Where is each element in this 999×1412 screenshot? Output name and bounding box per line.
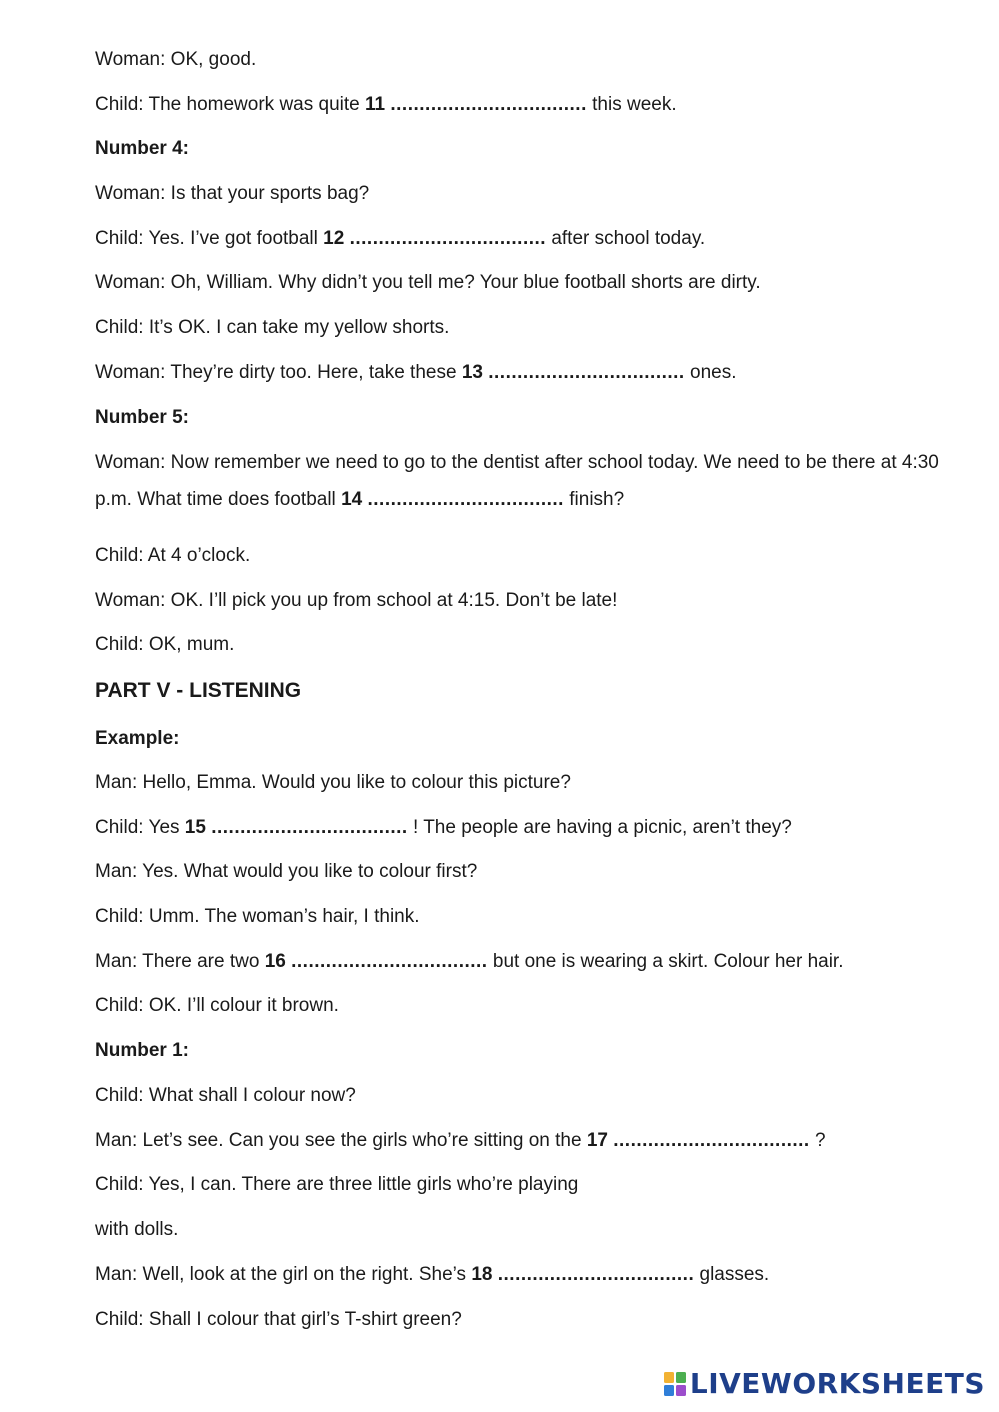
dialogue-line: Child: OK. I’ll colour it brown. xyxy=(95,995,339,1016)
question-number: 15 xyxy=(184,817,206,838)
line-text: ones. xyxy=(684,362,737,383)
line-text: Child: Yes xyxy=(95,817,185,838)
liveworksheets-logo-icon xyxy=(664,1372,686,1396)
line-text: Woman: Now remember we need to go to the dentist after school today. We need to be there at 4:30 p.m. What time does football xyxy=(95,452,939,510)
line-text: after school today. xyxy=(546,228,706,249)
section-label: Example: xyxy=(95,728,180,749)
answer-blank[interactable]: .................................. xyxy=(613,1130,810,1151)
answer-blank[interactable]: .................................. xyxy=(390,94,587,115)
section-label: Number 4: xyxy=(95,138,189,159)
dialogue-line: Woman: Is that your sports bag? xyxy=(95,183,370,204)
dialogue-line xyxy=(95,94,939,116)
dialogue-line xyxy=(95,817,939,839)
line-text: ! The people are having a picnic, aren’t they? xyxy=(407,817,792,838)
section-label: Number 1: xyxy=(95,1040,189,1061)
question-number: 11 xyxy=(365,94,386,115)
question-number: 18 xyxy=(471,1264,493,1285)
dialogue-line: with dolls. xyxy=(95,1219,179,1240)
line-text: ? xyxy=(809,1130,826,1151)
line-text: but one is wearing a skirt. Colour her hair. xyxy=(487,951,844,972)
line-text: glasses. xyxy=(694,1264,770,1285)
answer-blank[interactable]: .................................. xyxy=(349,228,547,249)
part-heading: PART V - LISTENING xyxy=(95,679,302,702)
line-text: Man: Well, look at the girl on the right. She’s xyxy=(95,1264,472,1285)
question-number: 16 xyxy=(264,951,286,972)
dialogue-line: Child: OK, mum. xyxy=(95,634,235,655)
answer-blank[interactable]: .................................. xyxy=(497,1264,695,1285)
line-text: Child: Yes. I’ve got football xyxy=(95,228,324,249)
answer-blank[interactable]: .................................. xyxy=(367,489,564,510)
dialogue-line: Child: At 4 o’clock. xyxy=(95,545,251,566)
question-number: 17 xyxy=(586,1130,608,1151)
line-text: Man: There are two xyxy=(95,951,265,972)
line-text: this week. xyxy=(586,94,677,115)
question-number: 14 xyxy=(341,489,363,510)
dialogue-line xyxy=(95,444,939,518)
dialogue-line: Child: Shall I colour that girl’s T-shirt green? xyxy=(95,1309,462,1330)
dialogue-line xyxy=(95,1264,939,1286)
dialogue-line: Child: It’s OK. I can take my yellow shorts. xyxy=(95,317,450,338)
answer-blank[interactable]: .................................. xyxy=(291,951,488,972)
liveworksheets-logo[interactable] xyxy=(664,1367,985,1400)
dialogue-line xyxy=(95,1130,939,1152)
line-text: Child: The homework was quite xyxy=(95,94,365,115)
dialogue-line: Man: Hello, Emma. Would you like to colour this picture? xyxy=(95,772,571,793)
line-text: finish? xyxy=(563,489,625,510)
dialogue-line: Woman: Oh, William. Why didn’t you tell me? Your blue football shorts are dirty. xyxy=(95,272,761,293)
dialogue-line: Man: Yes. What would you like to colour first? xyxy=(95,861,478,882)
dialogue-line: Child: Umm. The woman’s hair, I think. xyxy=(95,906,420,927)
dialogue-line xyxy=(95,951,939,973)
answer-blank[interactable]: .................................. xyxy=(488,362,685,383)
question-number: 13 xyxy=(461,362,483,383)
dialogue-line xyxy=(95,362,939,384)
dialogue-line: Child: What shall I colour now? xyxy=(95,1085,356,1106)
question-number: 12 xyxy=(323,228,345,249)
answer-blank[interactable]: .................................. xyxy=(211,817,408,838)
line-text: Woman: They’re dirty too. Here, take these xyxy=(95,362,462,383)
dialogue-line: Woman: OK, good. xyxy=(95,49,257,70)
dialogue-line xyxy=(95,228,939,250)
dialogue-line: Woman: OK. I’ll pick you up from school at 4:15. Don’t be late! xyxy=(95,590,618,611)
line-text: Man: Let’s see. Can you see the girls who’re sitting on the xyxy=(95,1130,587,1151)
section-label: Number 5: xyxy=(95,407,189,428)
logo-text: LIVEWORKSHEETS xyxy=(689,1367,985,1400)
dialogue-line: Child: Yes, I can. There are three little girls who’re playing xyxy=(95,1174,579,1195)
